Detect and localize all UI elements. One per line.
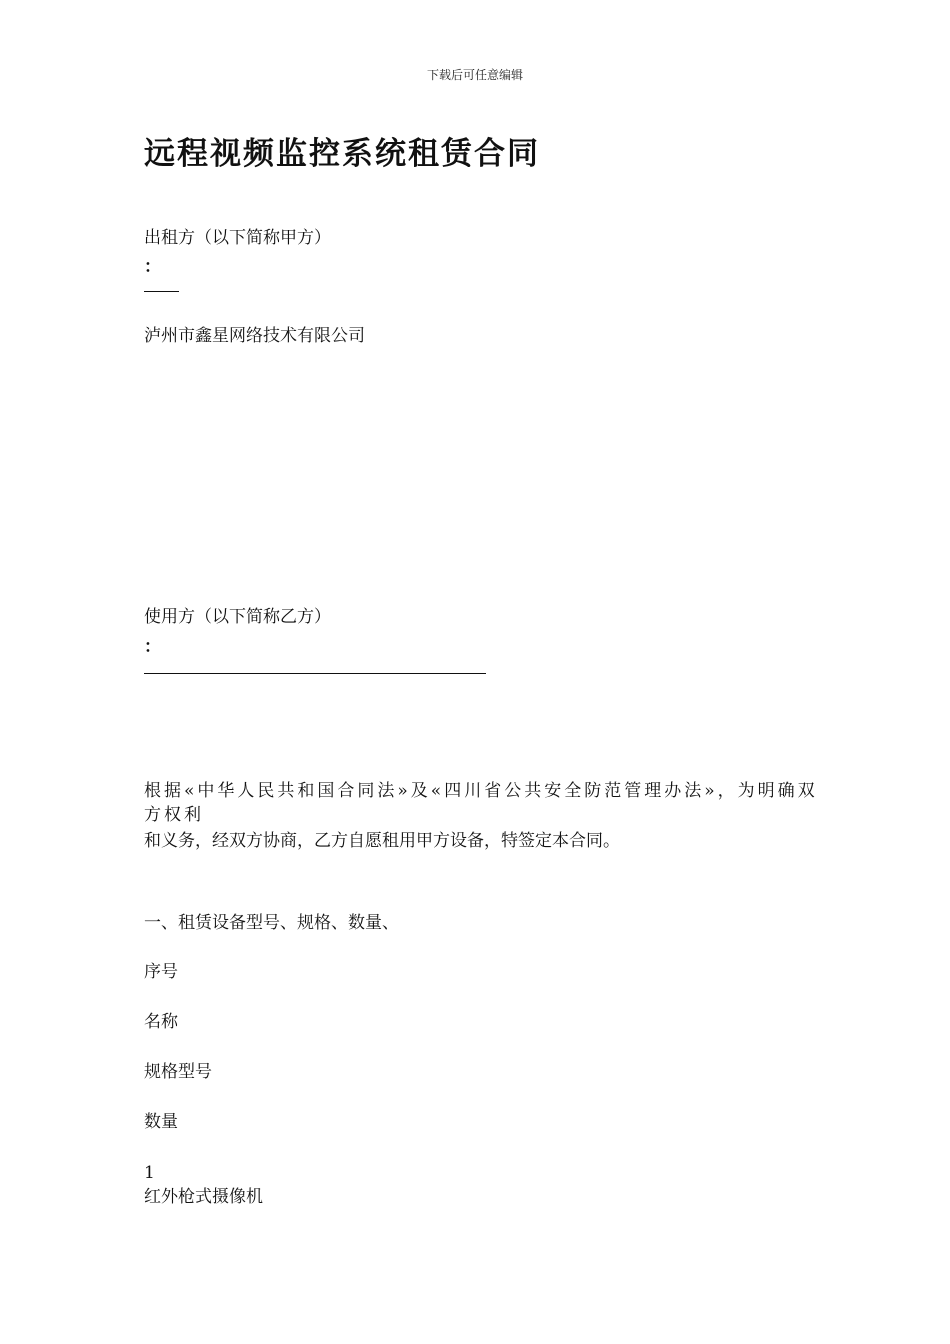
column-header-quantity: 数量 [144,1112,178,1132]
document-title: 远程视频监控系统租赁合同 [144,136,540,172]
table-row-index: 1 [144,1163,155,1183]
lessor-label: 出租方（以下简称甲方） [144,228,331,248]
lessor-short-rule [144,291,179,292]
preamble-line-1: 根据«中华人民共和国合同法»及«四川省公共安全防范管理办法»，为明确双 [144,781,818,801]
lessee-label: 使用方（以下简称乙方） [144,607,331,627]
column-header-spec: 规格型号 [144,1062,212,1082]
column-header-index: 序号 [144,962,178,982]
lessee-name-blank-line[interactable] [144,673,486,674]
lessee-colon: ： [144,637,161,657]
preamble-line-3: 和义务，经双方协商，乙方自愿租用甲方设备，特签定本合同。 [144,831,620,851]
preamble-line-2: 方权利 [144,805,204,825]
header-note: 下载后可任意编辑 [426,68,523,82]
lessor-name: 泸州市鑫星网络技术有限公司 [144,326,365,346]
table-row-name: 红外枪式摄像机 [144,1187,263,1207]
column-header-name: 名称 [144,1012,178,1032]
lessor-colon: ： [144,257,161,277]
section-1-heading: 一、租赁设备型号、规格、数量、 [144,913,399,933]
